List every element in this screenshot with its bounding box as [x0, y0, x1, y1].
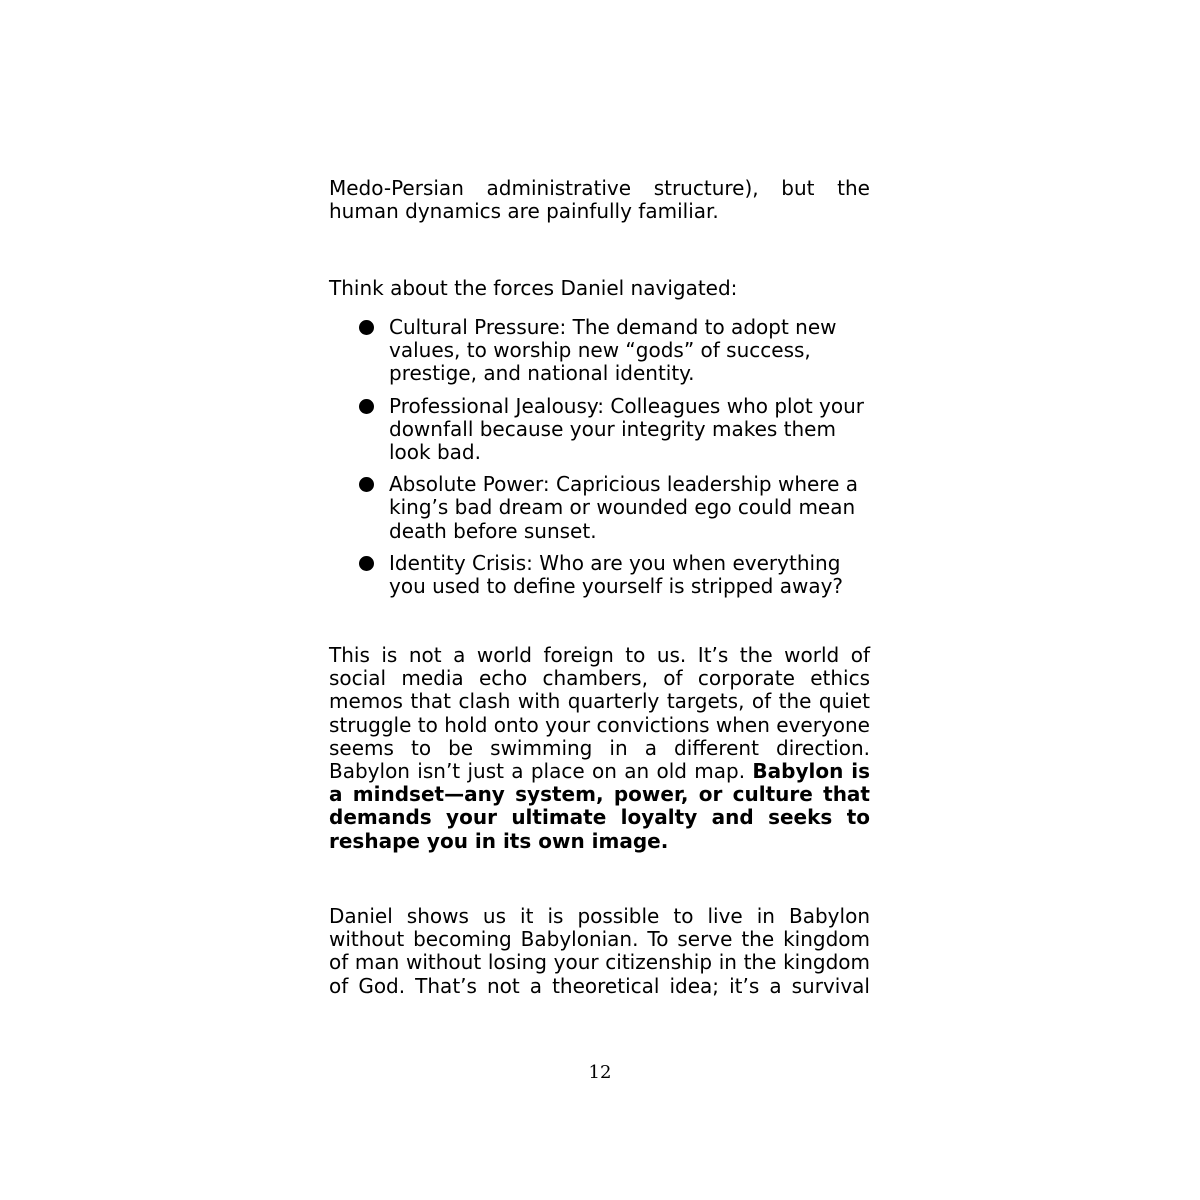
list-item-text: Identity Crisis: Who are you when everything you used to define yourself is stripped away?	[389, 550, 844, 599]
list-item	[329, 552, 859, 598]
paragraph-text: This is not a world foreign to us. It’s the world of social media echo chambers, of corporate ethics memos that clash with quarterly targets, of the quiet struggle to hold onto your convictions when everyone seems to be swimming in a different direction. Babylon isn’t just a place on an old map.	[329, 643, 870, 784]
bullet-icon	[359, 477, 374, 492]
list-item	[329, 395, 874, 465]
paragraph-line: Medo-Persian administrative structure), but the	[329, 176, 870, 200]
paragraph-line: human dynamics are painfully familiar.	[329, 199, 719, 224]
intro-sentence: Think about the forces Daniel navigated:	[329, 276, 738, 300]
forces-list	[329, 316, 889, 607]
babylon-paragraph	[329, 644, 870, 853]
bullet-icon	[359, 320, 374, 335]
paragraph-continuation	[329, 177, 870, 223]
list-item-text: Cultural Pressure: The demand to adopt new values, to worship new “gods” of success, prestige, and national identity.	[389, 315, 837, 386]
list-item	[329, 316, 859, 386]
paragraph-bold-text: Babylon is a mindset—any system, power, or culture that demands your ultimate loyalty and seeks to reshape you in its own image.	[329, 759, 871, 853]
bullet-icon	[359, 556, 374, 571]
list-item-text: Professional Jealousy: Colleagues who plot your downfall because your integrity makes them look bad.	[389, 393, 864, 465]
bullet-icon	[359, 399, 374, 414]
daniel-paragraph: Daniel shows us it is possible to live in Babylon without becoming Babylonian. To serve the kingdom of man without losing your citizenship in the kingdom of God. That’s not a theoretical idea; it’s a survival	[329, 904, 870, 998]
list-item	[329, 473, 869, 543]
list-item-text: Absolute Power: Capricious leadership where a king’s bad dream or wounded ego could mean death before sunset.	[389, 472, 859, 543]
page-number: 12	[588, 1062, 612, 1083]
